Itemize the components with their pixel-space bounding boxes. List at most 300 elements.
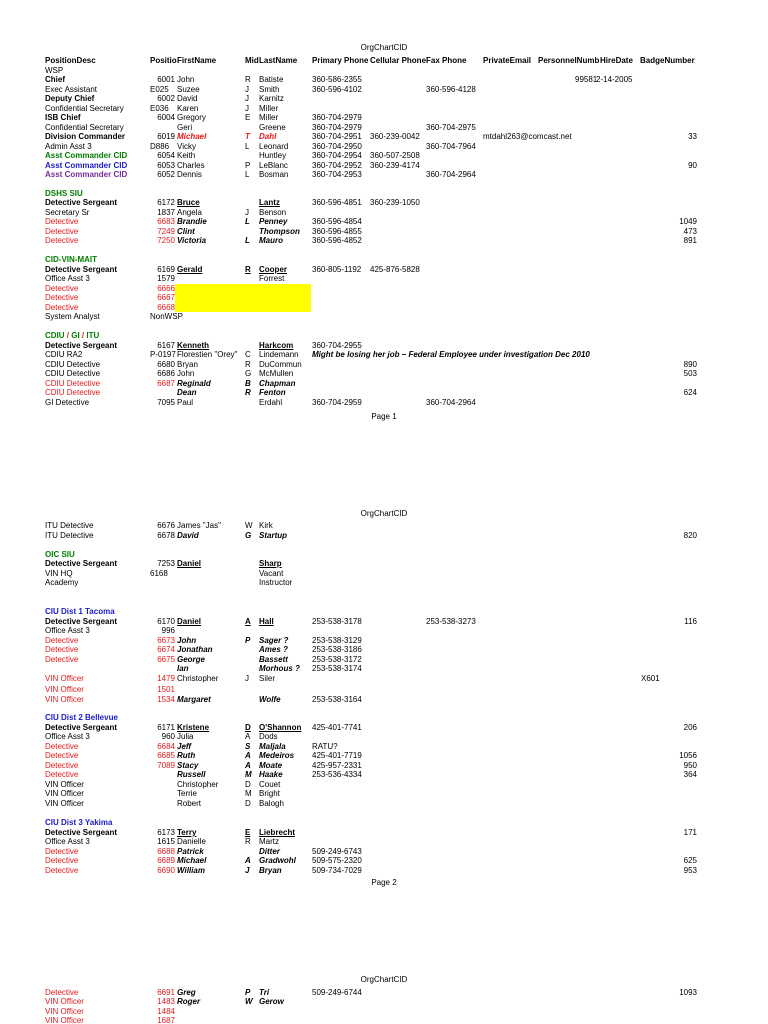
section-heading [45,331,99,341]
last-name: Balogh [259,799,284,808]
primary-phone: 509-249-6744 [312,988,362,997]
position-number: NonWSP [150,312,183,321]
table-row [0,997,768,1007]
position-desc: VIN Officer [45,780,84,789]
primary-phone: 425-401-7719 [312,751,362,760]
last-name: Cooper [259,265,287,274]
last-name: Ditter [259,847,280,856]
position-number: 6019 [157,132,175,141]
header-first-name: FirstName [177,56,217,65]
page-number: Page 1 [371,412,397,421]
position-number: 6673 [157,636,175,645]
primary-phone: 360-704-2955 [312,341,362,350]
position-number: 6170 [157,617,175,626]
page-number: Page 2 [371,878,397,887]
position-desc: Detective [45,284,79,293]
middle-initial: J [245,674,249,683]
position-desc: VIN Officer [45,674,84,683]
position-desc: Asst Commander CID [45,170,128,179]
table-row [0,217,768,227]
fax-phone: 253-538-3273 [426,617,476,626]
badge-number: 473 [683,227,697,236]
primary-phone: 360-596-4852 [312,236,362,245]
middle-initial: C [245,350,251,359]
report-title: OrgChartCID [360,975,408,984]
middle-initial: A [245,732,251,741]
position-desc: Detective [45,751,79,760]
table-row [0,695,768,705]
header-fax-phone: Fax Phone [426,56,467,65]
table-row [0,398,768,408]
middle-initial: L [245,170,250,179]
first-name: Gregory [177,113,206,122]
middle-initial: A [245,761,251,770]
last-name: Huntley [259,151,287,160]
cellular-phone: 360-507-2508 [370,151,420,160]
last-name: Kirk [259,521,273,530]
primary-phone: 360-596-4855 [312,227,362,236]
badge-number: 1056 [679,751,697,760]
position-desc: CDIU Detective [45,388,101,397]
last-name: Mauro [259,236,283,245]
first-name: Michael [177,856,207,865]
last-name: DuCommun [259,360,302,369]
first-name: Victoria [177,236,207,245]
note-text: Might be losing her job – Federal Employee under investigation Dec 2010 [312,350,590,359]
position-desc: Detective [45,217,79,226]
position-desc: Detective [45,770,79,779]
position-number: 6676 [157,521,175,530]
table-row [0,94,768,104]
table-row [0,75,768,85]
position-number: 1615 [157,837,175,846]
last-name: Startup [259,531,287,540]
position-number: 1579 [157,274,175,283]
middle-initial: A [245,856,251,865]
last-name: McMullen [259,369,294,378]
position-desc: Asst Commander CID [45,161,128,170]
position-number: 1483 [157,997,175,1006]
last-name: Karnitz [259,94,284,103]
position-number: 6054 [157,151,175,160]
section-heading-row [0,255,768,265]
badge-number: 890 [683,360,697,369]
position-number: E025 [150,85,169,94]
middle-initial: G [245,531,252,540]
last-name: Dahl [259,132,277,141]
heading-part: CDIU [45,331,65,340]
table-row [0,837,768,847]
middle-initial: D [245,780,251,789]
middle-initial: J [245,208,249,217]
position-number: 6002 [157,94,175,103]
position-number: 6688 [157,847,175,856]
badge-number: 625 [683,856,697,865]
last-name: Morhous ? [259,664,300,673]
table-row [0,645,768,655]
position-desc: Detective [45,645,79,654]
primary-phone: 360-704-2951 [312,132,362,141]
first-name: Geri [177,123,193,132]
position-number: 6668 [157,303,175,312]
middle-initial: J [245,104,249,113]
last-name: Miller [259,113,279,122]
position-number: 7250 [157,236,175,245]
header-private-email: PrivateEmail [483,56,532,65]
middle-initial: T [245,132,250,141]
position-desc: Detective Sergeant [45,559,118,568]
position-number: 6173 [157,828,175,837]
first-name: Daniel [177,617,202,626]
position-number: 6666 [157,284,175,293]
table-row [0,770,768,780]
position-desc: VIN HQ [45,569,73,578]
position-number: 960 [161,732,175,741]
badge-number: 33 [688,132,697,141]
last-name: LeBlanc [259,161,288,170]
position-desc: VIN Officer [45,799,84,808]
position-number: 6691 [157,988,175,997]
last-name: Wolfe [259,695,281,704]
badge-number: 891 [683,236,697,245]
table-row [0,170,768,180]
badge-number: 90 [688,161,697,170]
first-name: Ruth [177,751,196,760]
position-number: 996 [161,626,175,635]
position-number: E036 [150,104,169,113]
middle-initial: S [245,742,251,751]
middle-initial: R [245,388,251,397]
position-desc: Office Asst 3 [45,732,90,741]
table-row [0,856,768,866]
extension-code: X601 [641,674,660,683]
section-heading-row [0,607,768,617]
first-name: Danielle [177,837,206,846]
first-name: Michael [177,132,207,141]
last-name: Lindemann [259,350,299,359]
position-number: 6667 [157,293,175,302]
position-desc: Division Commander [45,132,126,141]
cellular-phone: 360-239-0042 [370,132,420,141]
first-name: Terry [177,828,197,837]
first-name: James "Jas" [177,521,221,530]
table-row [0,732,768,742]
primary-phone: 253-538-3129 [312,636,362,645]
primary-phone: RATU? [312,742,338,751]
position-desc: Detective [45,856,79,865]
badge-number: 1049 [679,217,697,226]
position-desc: Detective [45,293,79,302]
first-name: Keith [177,151,196,160]
last-name: Vacant [259,569,284,578]
table-row [0,132,768,142]
first-name: Robert [177,799,202,808]
middle-initial: E [245,113,251,122]
report-title: OrgChartCID [360,509,408,518]
first-name: Bryan [177,360,198,369]
header-position: Positio [150,56,177,65]
middle-initial: A [245,751,251,760]
position-desc: Detective [45,761,79,770]
position-number: 1837 [157,208,175,217]
position-desc: Confidential Secretary [45,104,124,113]
first-name: William [177,866,205,875]
position-number: 6689 [157,856,175,865]
middle-initial: L [245,236,250,245]
table-row [0,866,768,876]
hire-date: 2-14-2005 [596,75,633,84]
header-hire-date: HireDate [600,56,633,65]
header-position-desc: PositionDesc [45,56,96,65]
badge-number: 820 [683,531,697,540]
table-row [0,1016,768,1024]
report-title: OrgChartCID [360,43,408,52]
heading-part: GI [71,331,80,340]
last-name: Bassett [259,655,288,664]
position-desc: Chief [45,75,65,84]
primary-phone: 360-704-2954 [312,151,362,160]
badge-number: 364 [683,770,697,779]
middle-initial: A [245,617,251,626]
position-desc: Detective [45,742,79,751]
position-number: 6690 [157,866,175,875]
first-name: Christopher [177,674,219,683]
position-desc: CDIU RA2 [45,350,83,359]
position-desc: Detective [45,227,79,236]
first-name: Julia [177,732,194,741]
position-number: 7095 [157,398,175,407]
table-row [0,521,768,531]
last-name: Gradwohl [259,856,296,865]
table-row [0,685,768,695]
last-name: Instructor [259,578,293,587]
first-name: Bruce [177,198,200,207]
position-desc: CDIU Detective [45,379,101,388]
header-personnel-numb: PersonnelNumb [538,56,600,65]
last-name: Chapman [259,379,296,388]
position-desc: System Analyst [45,312,100,321]
position-desc: Detective Sergeant [45,617,118,626]
cellular-phone: 360-239-4174 [370,161,420,170]
last-name: Liebrecht [259,828,296,837]
last-name: Dods [259,732,278,741]
last-name: Penney [259,217,288,226]
table-row [0,789,768,799]
middle-initial: E [245,828,251,837]
first-name: Karen [177,104,199,113]
position-desc: ITU Detective [45,531,94,540]
position-desc: Detective Sergeant [45,828,118,837]
last-name: Bosman [259,170,289,179]
heading-separator: / [64,331,72,340]
fax-phone: 360-704-2964 [426,398,476,407]
first-name: George [177,655,206,664]
first-name: Suzee [177,85,200,94]
last-name: Bryan [259,866,282,875]
section-heading-row [0,331,768,341]
middle-initial: L [245,142,250,151]
table-row [0,799,768,809]
position-number: 6686 [157,369,175,378]
badge-number: 206 [683,723,697,732]
section-heading: CIU Dist 3 Yakima [45,818,113,827]
position-number: D886 [150,142,170,151]
last-name: Martz [259,837,279,846]
primary-phone: 509-734-7029 [312,866,362,875]
first-name: Paul [177,398,194,407]
position-desc: Detective [45,303,79,312]
last-name: Greene [259,123,286,132]
org-label: WSP [45,66,64,75]
fax-phone: 360-704-2975 [426,123,476,132]
table-row [0,751,768,761]
table-row [0,559,768,569]
middle-initial: J [245,866,250,875]
position-desc: Office Asst 3 [45,274,90,283]
position-number: 7253 [157,559,175,568]
first-name: John [177,369,195,378]
first-name: Jonathan [177,645,213,654]
position-number: 6685 [157,751,175,760]
position-number: P-0197 [150,350,176,359]
cellular-phone: 425-876-5828 [370,265,420,274]
position-desc: Detective [45,866,79,875]
table-row [0,578,768,588]
position-desc: VIN Officer [45,695,84,704]
primary-phone: 360-704-2953 [312,170,362,179]
first-name: David [177,94,198,103]
first-name: David [177,531,199,540]
last-name: Gerow [259,997,284,1006]
primary-phone: 253-538-3172 [312,655,362,664]
table-row [0,674,768,684]
first-name: Charles [177,161,205,170]
position-number: 6168 [150,569,168,578]
last-name: Fenton [259,388,286,397]
badge-number: 1093 [679,988,697,997]
position-desc: GI Detective [45,398,90,407]
middle-initial: D [245,723,251,732]
position-desc: ISB Chief [45,113,81,122]
last-name: Forrest [259,274,285,283]
first-name: Patrick [177,847,204,856]
private-email-link[interactable]: mtdahl263@comcast.net [483,132,572,141]
position-number: 6683 [157,217,175,226]
first-name: Margaret [177,695,211,704]
primary-phone: 360-596-4851 [312,198,362,207]
table-row [0,664,768,674]
position-desc: Exec Assistant [45,85,98,94]
position-number: 6172 [157,198,175,207]
position-desc: Detective Sergeant [45,198,118,207]
fax-phone: 360-704-7964 [426,142,476,151]
middle-initial: D [245,799,251,808]
section-heading: CIU Dist 2 Bellevue [45,713,118,722]
position-number: 6169 [157,265,175,274]
position-desc: Detective [45,847,79,856]
position-desc: Detective [45,655,79,664]
last-name: Hall [259,617,274,626]
last-name: Leonard [259,142,289,151]
position-desc: VIN Officer [45,1007,84,1016]
primary-phone: 360-704-2959 [312,398,362,407]
first-name: Angela [177,208,202,217]
last-name: Sharp [259,559,282,568]
first-name: Gerald [177,265,203,274]
primary-phone: 253-538-3164 [312,695,362,704]
position-desc: Confidential Secretary [45,123,124,132]
position-number: 6674 [157,645,175,654]
position-number: 6687 [157,379,175,388]
primary-phone: 253-538-3174 [312,664,362,673]
table-row [0,293,768,303]
first-name: Florestien "Orey" [177,350,238,359]
first-name: Ian [177,664,189,673]
primary-phone: 253-536-4334 [312,770,362,779]
primary-phone: 360-596-4854 [312,217,362,226]
fax-phone: 360-596-4128 [426,85,476,94]
last-name: Lantz [259,198,280,207]
section-heading-row [0,818,768,828]
first-name: John [177,636,197,645]
header-cellular-phone: Cellular Phone [370,56,427,65]
middle-initial: W [245,521,253,530]
last-name: Ames ? [259,645,288,654]
table-row [0,274,768,284]
column-header-row [0,56,768,66]
primary-phone: 360-704-2979 [312,123,362,132]
middle-initial: W [245,997,253,1006]
first-name: Dennis [177,170,202,179]
position-desc: Detective [45,988,79,997]
badge-number: 953 [683,866,697,875]
table-row [0,531,768,541]
fax-phone: 360-704-2964 [426,170,476,179]
primary-phone: 360-805-1192 [312,265,362,274]
table-row [0,312,768,322]
last-name: Bright [259,789,280,798]
position-desc: CDIU Detective [45,360,101,369]
position-number: 6001 [157,75,175,84]
position-desc: CDIU Detective [45,369,101,378]
table-row [0,113,768,123]
last-name: Tri [259,988,270,997]
position-desc: Detective Sergeant [45,723,118,732]
personnel-number: 99581 [575,75,598,84]
last-name: Harkcom [259,341,294,350]
position-desc: Admin Asst 3 [45,142,92,151]
first-name: Vicky [177,142,196,151]
position-number: 6004 [157,113,175,122]
middle-initial: J [245,85,249,94]
first-name: Clint [177,227,195,236]
primary-phone: 253-538-3186 [312,645,362,654]
middle-initial: R [245,75,251,84]
middle-initial: P [245,636,251,645]
position-desc: Office Asst 3 [45,626,90,635]
primary-phone: 360-596-4102 [312,85,362,94]
badge-number: 950 [683,761,697,770]
position-desc: Detective Sergeant [45,265,118,274]
last-name: O'Shannon [259,723,302,732]
table-row [0,236,768,246]
middle-initial: P [245,161,251,170]
table-row [0,151,768,161]
first-name: Brandie [177,217,207,226]
position-desc: Office Asst 3 [45,837,90,846]
first-name: Roger [177,997,201,1006]
section-heading: OIC SIU [45,550,75,559]
